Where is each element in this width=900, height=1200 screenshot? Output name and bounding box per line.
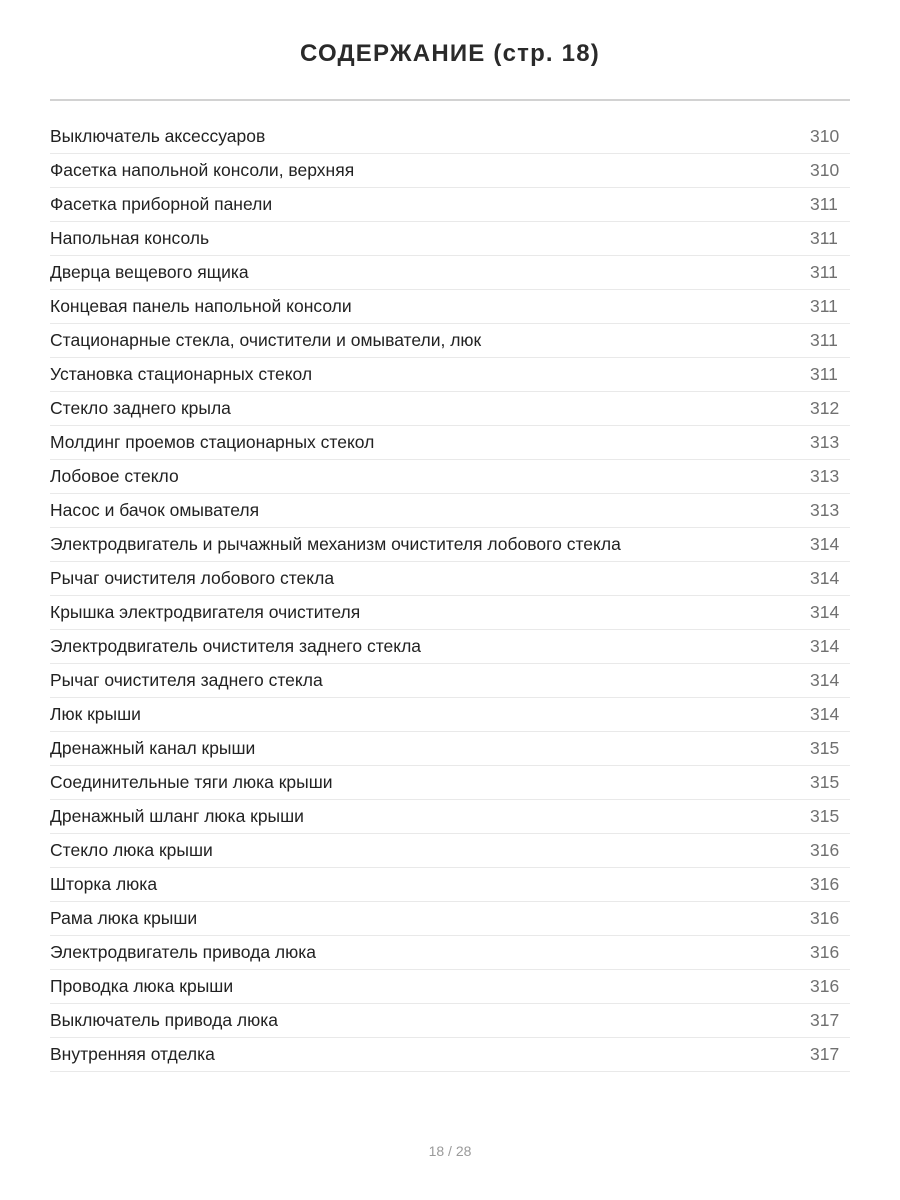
toc-entry-page: 314: [810, 704, 840, 724]
toc-entry[interactable]: [50, 1004, 850, 1038]
toc-entry-page: 315: [810, 772, 840, 792]
toc-entry-title: Рычаг очистителя лобового стекла: [50, 568, 335, 588]
toc-entry-page: 310: [810, 160, 840, 180]
toc-entry-title: Молдинг проемов стационарных стекол: [50, 432, 375, 452]
toc-entry[interactable]: [50, 460, 850, 494]
toc-entry-title: Рама люка крыши: [50, 908, 198, 928]
toc-entry[interactable]: [50, 392, 850, 426]
toc-entry[interactable]: [50, 426, 850, 460]
toc-entry[interactable]: [50, 290, 850, 324]
toc-entry-page: 314: [810, 534, 840, 554]
toc-entry-title: Дверца вещевого ящика: [50, 262, 249, 282]
toc-entry-title: Рычаг очистителя заднего стекла: [50, 670, 323, 690]
toc-entry-title: Проводка люка крыши: [50, 976, 234, 996]
toc-entry-page: 315: [810, 806, 840, 826]
toc-entry-page: 316: [810, 908, 840, 928]
toc-entry[interactable]: [50, 528, 850, 562]
toc-entry[interactable]: [50, 664, 850, 698]
toc-entry-title: Дренажный канал крыши: [50, 738, 256, 758]
toc-entry[interactable]: [50, 596, 850, 630]
toc-entry-page: 312: [810, 398, 840, 418]
toc-entry-page: 311: [810, 194, 838, 214]
page-title: СОДЕРЖАНИЕ (стр. 18): [300, 40, 600, 67]
toc-entry-title: Стационарные стекла, очистители и омыватели, люк: [50, 330, 482, 350]
toc-entry-title: Фасетка приборной панели: [50, 194, 273, 214]
toc-entry-title: Стекло люка крыши: [50, 840, 213, 860]
toc-entry-page: 313: [810, 500, 840, 520]
toc-entry-page: 317: [810, 1044, 840, 1064]
toc-entry[interactable]: [50, 970, 850, 1004]
toc-entry-title: Стекло заднего крыла: [50, 398, 231, 418]
toc-entry[interactable]: [50, 256, 850, 290]
toc-entry[interactable]: [50, 834, 850, 868]
toc-entry[interactable]: [50, 494, 850, 528]
toc-entry-title: Шторка люка: [50, 874, 158, 894]
toc-entry[interactable]: [50, 154, 850, 188]
toc-entry-title: Установка стационарных стекол: [50, 364, 313, 384]
toc-entry[interactable]: [50, 358, 850, 392]
toc-entry-page: 314: [810, 670, 840, 690]
toc-entry-page: 316: [810, 840, 840, 860]
toc-entry[interactable]: [50, 222, 850, 256]
toc-entry-page: 311: [810, 262, 838, 282]
toc-entry-page: 311: [810, 330, 838, 350]
toc-entry-title: Насос и бачок омывателя: [50, 500, 260, 520]
toc-entry-page: 311: [810, 228, 838, 248]
toc-entry-page: 314: [810, 636, 840, 656]
toc-entry-title: Электродвигатель очистителя заднего стекла: [50, 636, 422, 656]
toc-entry[interactable]: [50, 630, 850, 664]
toc-entry-title: Выключатель привода люка: [50, 1010, 279, 1030]
toc-list: [50, 120, 850, 1072]
toc-entry-page: 313: [810, 466, 840, 486]
toc-entry-title: Электродвигатель привода люка: [50, 942, 317, 962]
toc-entry-page: 313: [810, 432, 840, 452]
toc-entry-title: Соединительные тяги люка крыши: [50, 772, 333, 792]
toc-entry-title: Внутренняя отделка: [50, 1044, 215, 1064]
toc-entry-page: 315: [810, 738, 840, 758]
toc-entry[interactable]: [50, 562, 850, 596]
toc-entry[interactable]: [50, 1038, 850, 1072]
toc-entry[interactable]: [50, 120, 850, 154]
title-divider: [50, 99, 850, 101]
toc-entry-page: 317: [810, 1010, 840, 1030]
toc-entry[interactable]: [50, 902, 850, 936]
toc-entry-page: 316: [810, 976, 840, 996]
toc-entry-title: Фасетка напольной консоли, верхняя: [50, 160, 355, 180]
toc-entry[interactable]: [50, 188, 850, 222]
toc-entry[interactable]: [50, 800, 850, 834]
toc-entry-title: Люк крыши: [50, 704, 141, 724]
toc-entry-page: 314: [810, 568, 840, 588]
toc-entry-page: 316: [810, 942, 840, 962]
toc-entry-page: 311: [810, 364, 838, 384]
toc-entry[interactable]: [50, 766, 850, 800]
toc-entry[interactable]: [50, 936, 850, 970]
toc-entry[interactable]: [50, 324, 850, 358]
toc-entry[interactable]: [50, 868, 850, 902]
toc-entry-title: Выключатель аксессуаров: [50, 126, 266, 146]
toc-entry-page: 311: [810, 296, 838, 316]
toc-entry[interactable]: [50, 732, 850, 766]
toc-entry-title: Крышка электродвигателя очистителя: [50, 602, 361, 622]
toc-entry-page: 316: [810, 874, 840, 894]
toc-entry-page: 310: [810, 126, 840, 146]
toc-entry-page: 314: [810, 602, 840, 622]
page-counter: 18 / 28: [428, 1143, 472, 1159]
toc-entry-title: Лобовое стекло: [50, 466, 179, 486]
toc-entry-title: Концевая панель напольной консоли: [50, 296, 352, 316]
toc-entry[interactable]: [50, 698, 850, 732]
toc-entry-title: Напольная консоль: [50, 228, 210, 248]
toc-entry-title: Электродвигатель и рычажный механизм очистителя лобового стекла: [50, 534, 621, 554]
toc-entry-title: Дренажный шланг люка крыши: [50, 806, 304, 826]
